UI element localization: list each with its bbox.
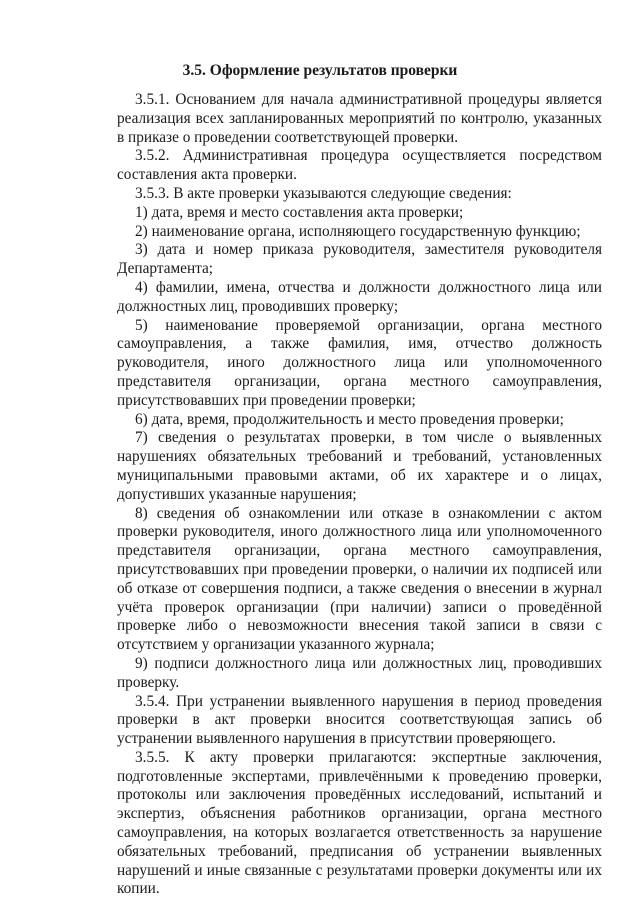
list-item-4: 4) фамилии, имена, отчества и должности должностного лица или должностных лиц, проводивших проверку; bbox=[117, 278, 602, 315]
paragraph-3-5-5: 3.5.5. К акту проверки прилагаются: экспертные заключения, подготовленные экспертами, привлечёнными к проведению проверки, протоколы или заключения проведённых исследований, испытаний и экспертиз, объяснения работников организации, органа местного самоуправления, на которых возлагается ответственность за нарушение обязательных требований, предписания об устранении выявленных нарушений и иные связанные с результатами проверки документы или их копии. bbox=[117, 748, 602, 898]
list-item-3: 3) дата и номер приказа руководителя, заместителя руководителя Департамента; bbox=[117, 241, 602, 278]
paragraph-3-5-2: 3.5.2. Административная процедура осуществляется посредством составления акта проверки. bbox=[117, 147, 602, 184]
paragraph-3-5-3: 3.5.3. В акте проверки указываются следующие сведения: bbox=[135, 184, 512, 202]
list-item-8: 8) сведения об ознакомлении или отказе в ознакомлении с актом проверки руководителя, иного должностного лица или уполномоченного представителя организации, органа местного самоуправления, присутствовавших при проведении проверки, о наличии их подписей или об отказе от совершения подписи, а также сведения о внесении в журнал учёта проверок организации (при наличии) записи о проведённой проверке либо о невозможности внесения такой записи в связи с отсутствием у организации указанного журнала; bbox=[117, 504, 602, 654]
list-item-6: 6) дата, время, продолжительность и место проведения проверки; bbox=[135, 410, 564, 428]
list-item-1: 1) дата, время и место составления акта проверки; bbox=[135, 203, 464, 221]
list-item-2: 2) наименование органа, исполняющего государственную функцию; bbox=[135, 222, 581, 240]
list-item-7: 7) сведения о результатах проверки, в том числе о выявленных нарушениях обязательных требований и требований, установленных муниципальными правовыми актами, об их характере и о лицах, допустивших указанные нарушения; bbox=[117, 429, 602, 503]
paragraph-3-5-1: 3.5.1. Основанием для начала административной процедуры является реализация всех запланированных мероприятий по контролю, указанных в приказе о проведении соответствующей проверки. bbox=[117, 91, 602, 146]
list-item-9: 9) подписи должностного лица или должностных лиц, проводивших проверку. bbox=[117, 654, 602, 691]
section-heading: 3.5. Оформление результатов проверки bbox=[182, 62, 458, 79]
section-body bbox=[117, 91, 602, 899]
paragraph-3-5-4: 3.5.4. При устранении выявленного нарушения в период проведения проверки в акт проверки вносится соответствующая запись об устранении выявленного нарушения в присутствии проверяющего. bbox=[117, 692, 602, 748]
list-item-5: 5) наименование проверяемой организации, органа местного самоуправления, а также фамилия, имя, отчество должность руководителя, иного должностного лица или уполномоченного представителя организации, органа местного самоуправления, присутствовавших при проведении проверки; bbox=[117, 316, 602, 409]
